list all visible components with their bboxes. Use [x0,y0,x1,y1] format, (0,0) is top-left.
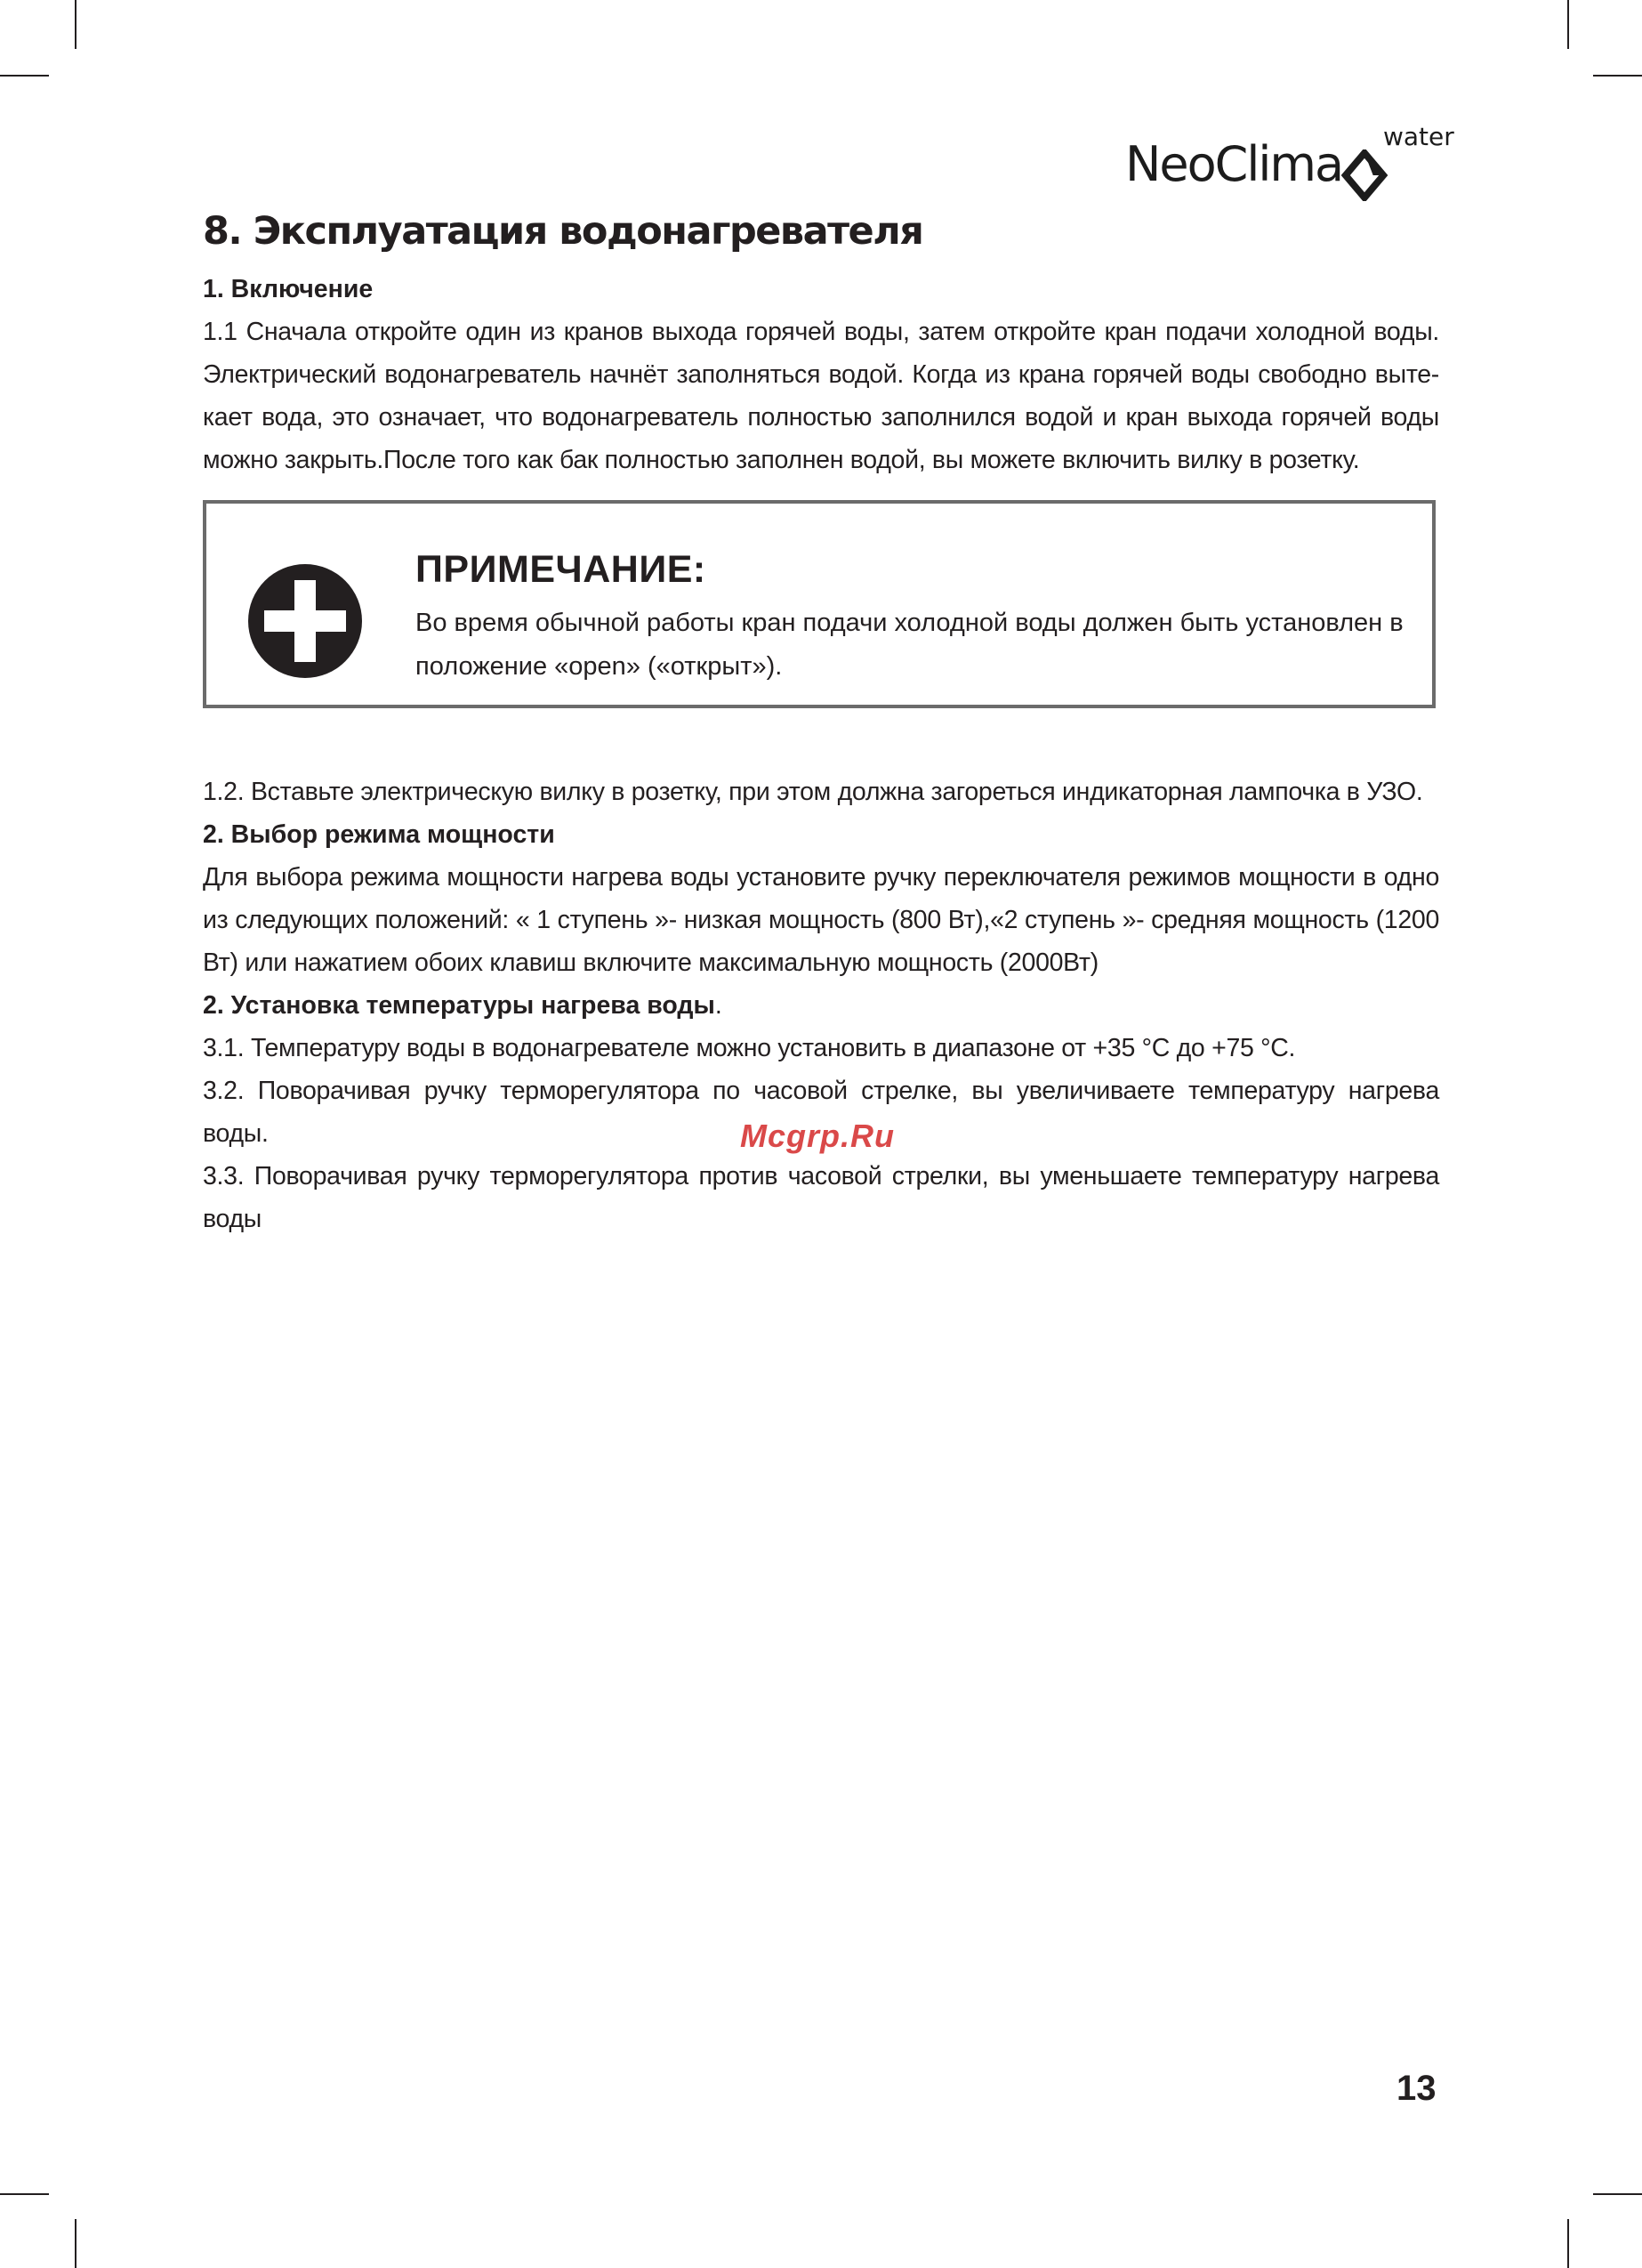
section-content [203,200,1439,481]
brand-logo [1125,122,1454,205]
logo-brand: NeoClima [1125,136,1343,192]
logo-sub: water [1383,122,1454,151]
paragraph-1-1: 1.1 Сначала откройте один из кранов выхода горячей воды, затем откройте кран подачи холодной воды. Электрический водонагреватель начнёт заполняться водой. Когда из крана горячей воды свободно выте-кает вода, это означает, что водонагреватель полностью заполнился водой и кран выхода горячей воды можно закрыть.После того как бак полностью заполнен водой, вы можете включить вилку в розетку. [203,317,1439,474]
subheading-temperature-period: . [714,991,722,1020]
subheading-power-on: 1. Включение [203,274,374,303]
crop-mark [1593,2193,1642,2195]
paragraph-3-1: 3.1. Температуру воды в водонагревателе можно установить в диапазоне от +35 °C до +75 °C. [203,1034,1296,1062]
subheading-temperature-text: 2. Установка температуры нагрева воды [203,991,715,1020]
logo-diamond-icon [1339,149,1390,201]
page-title: 8. Эксплуатация водонагревателя [203,209,923,254]
note-title: ПРИМЕЧАНИЕ: [415,548,706,591]
crop-mark [1593,75,1642,77]
note-box [203,500,1436,708]
plus-icon [246,562,364,680]
watermark: Mcgrp.Ru [740,1118,895,1154]
paragraph-2: Для выбора режима мощности нагрева воды установите ручку переключателя режимов мощности в одно из следующих положений: « 1 ступень »- низкая мощность (800 Вт),«2 ступень »- средняя мощность (1200 Вт) или нажатием обоих клавиш включите максимальную мощность (2000Вт) [203,863,1439,977]
crop-mark [75,2219,76,2268]
paragraph-1-2: 1.2. Вставьте электрическую вилку в розетку, при этом должна загореться индикаторная лампочка в УЗО. [203,778,1423,806]
crop-mark [1567,2219,1569,2268]
crop-mark [0,2193,49,2195]
crop-mark [1567,0,1569,49]
note-text: Во время обычной работы кран подачи холодной воды должен быть установлен в положение «open» («открыт»). [415,609,1404,681]
crop-mark [0,75,49,77]
crop-mark [75,0,76,49]
paragraph-3-3: 3.3. Поворачивая ручку терморегулятора против часовой стрелки, вы уменьшаете температуру нагрева воды [203,1162,1439,1233]
section-content-continued [203,771,1439,1240]
page-number: 13 [1397,2069,1437,2108]
subheading-temperature [203,984,1439,1027]
subheading-power-mode: 2. Выбор режима мощности [203,820,555,849]
paragraph-3-2: 3.2. Поворачивая ручку терморегулятора по часовой стрелке, вы увеличиваете температуру нагрева воды. [203,1077,1439,1148]
